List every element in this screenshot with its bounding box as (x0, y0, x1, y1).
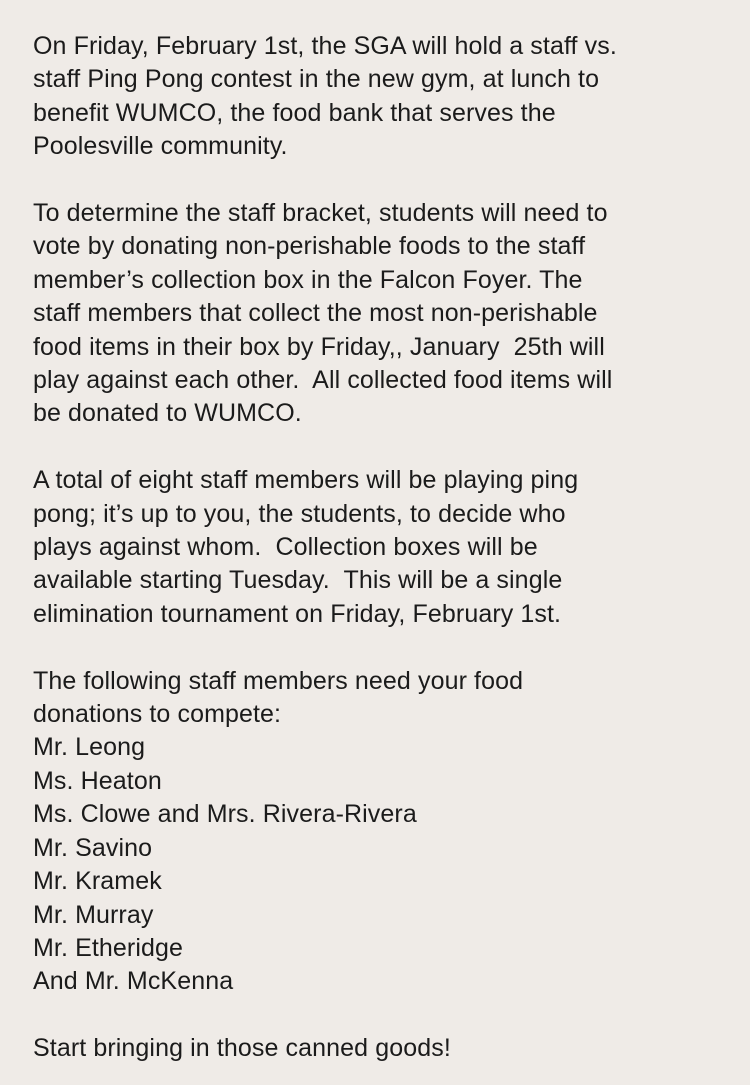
paragraph-2-line-4: staff members that collect the most non-perishable (33, 299, 598, 328)
list-intro-line-2: donations to compete: (33, 700, 282, 729)
paragraph-gap (33, 999, 733, 1032)
paragraph-3-line-2: pong; it’s up to you, the students, to decide who (33, 499, 566, 528)
staff-list-item: And Mr. McKenna (33, 967, 234, 996)
announcement-note (33, 30, 733, 1066)
staff-list-item: Mr. Savino (33, 833, 153, 862)
paragraph-3-line-3: plays against whom. Collection boxes will be (33, 533, 538, 562)
paragraph-gap (33, 164, 733, 197)
paragraph-1-line-3: benefit WUMCO, the food bank that serves the (33, 98, 556, 127)
paragraph-gap (33, 631, 733, 664)
paragraph-1-line-1: On Friday, February 1st, the SGA will hold a staff vs. (33, 32, 617, 60)
paragraph-2-line-1: To determine the staff bracket, students will need to (33, 199, 608, 228)
paragraph-3-line-1: A total of eight staff members will be playing ping (33, 466, 579, 495)
paragraph-3-line-5: elimination tournament on Friday, February 1st. (33, 599, 562, 628)
paragraph-1-line-2: staff Ping Pong contest in the new gym, at lunch to (33, 65, 600, 94)
closing-line: Start bringing in those canned goods! (33, 1034, 451, 1063)
staff-list-item: Mr. Etheridge (33, 933, 183, 962)
staff-list-item: Ms. Clowe and Mrs. Rivera-Rivera (33, 800, 417, 829)
paragraph-2-line-3: member’s collection box in the Falcon Foyer. The (33, 265, 583, 294)
staff-list-item: Mr. Leong (33, 733, 146, 762)
paragraph-2-line-6: play against each other. All collected food items will (33, 366, 613, 395)
list-intro-line-1: The following staff members need your food (33, 666, 524, 695)
paragraph-2-line-5: food items in their box by Friday,, January 25th will (33, 332, 605, 361)
staff-list-item: Mr. Murray (33, 900, 154, 929)
paragraph-2-line-2: vote by donating non-perishable foods to the staff (33, 232, 586, 261)
paragraph-1-line-4: Poolesville community. (33, 132, 288, 161)
staff-list-item: Ms. Heaton (33, 766, 162, 795)
paragraph-2-line-7: be donated to WUMCO. (33, 399, 302, 428)
staff-list-item: Mr. Kramek (33, 867, 162, 896)
paragraph-3-line-4: available starting Tuesday. This will be a single (33, 566, 563, 595)
paragraph-gap (33, 431, 733, 464)
